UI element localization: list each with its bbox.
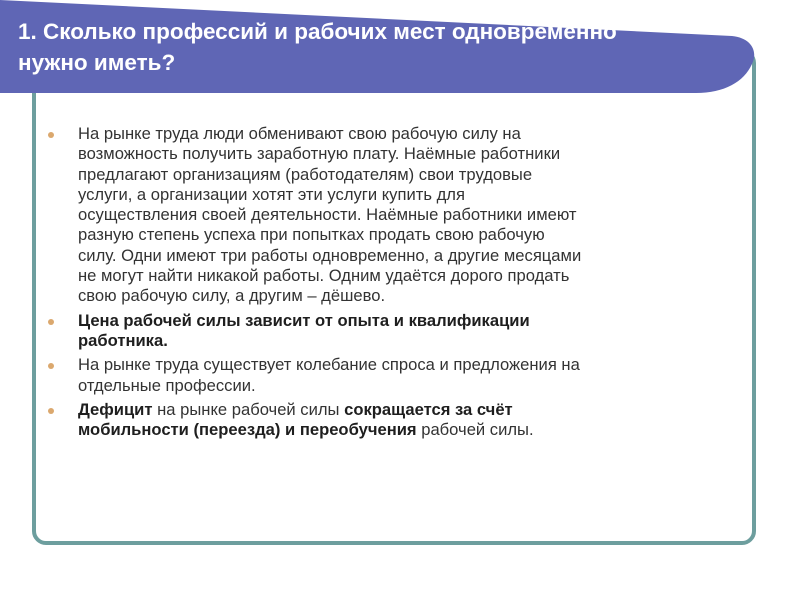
text-line [78, 420, 760, 440]
plain-text: на рынке рабочей силы [152, 399, 345, 419]
plain-text: рабочей силы. [416, 420, 534, 440]
text-line [78, 400, 760, 420]
text-line: возможность получить заработную плату. Наёмные работники [78, 144, 561, 164]
bold-text-line: работника. [78, 330, 168, 350]
bullet-item-labour-market [78, 124, 760, 307]
bullet-item-labour-price [78, 311, 760, 352]
text-line: свою рабочую силу, а другим – дёшево. [78, 286, 386, 306]
bullet-dot-icon [48, 132, 54, 138]
bold-term: мобильности (переезда) и переобучения [78, 420, 417, 440]
text-line: не могут найти никакой работы. Одним удаётся дорого продать [78, 266, 570, 286]
text-line: На рынке труда люди обменивают свою рабочую силу на [78, 124, 521, 143]
bullet-item-demand-fluctuation [78, 355, 760, 396]
text-line: силу. Одни имеют три работы одновременно, а другие месяцами [78, 245, 582, 265]
bold-text-line: Цена рабочей силы зависит от опыта и квалификации [78, 310, 530, 330]
bullet-dot-icon [48, 408, 54, 414]
bullet-item-deficit [78, 400, 760, 441]
title-line-1: 1. Сколько профессий и рабочих мест одновременно [18, 19, 617, 44]
slide-title [18, 16, 758, 78]
bullet-list [78, 124, 760, 444]
text-line: предлагают организациям (работодателям) свои трудовые [78, 164, 533, 184]
text-line: осуществления своей деятельности. Наёмные работники имеют [78, 205, 577, 225]
bold-term: Дефицит [78, 399, 153, 419]
text-line: разную степень успеха при попытках продать свою рабочую [78, 225, 545, 245]
bullet-dot-icon [48, 319, 54, 325]
title-line-2: нужно иметь? [18, 50, 176, 75]
text-line: отдельные профессии. [78, 375, 256, 395]
bold-term: сокращается за счёт [344, 399, 513, 419]
text-line: услуги, а организации хотят эти услуги купить для [78, 184, 465, 204]
text-line: На рынке труда существует колебание спроса и предложения на [78, 355, 580, 375]
